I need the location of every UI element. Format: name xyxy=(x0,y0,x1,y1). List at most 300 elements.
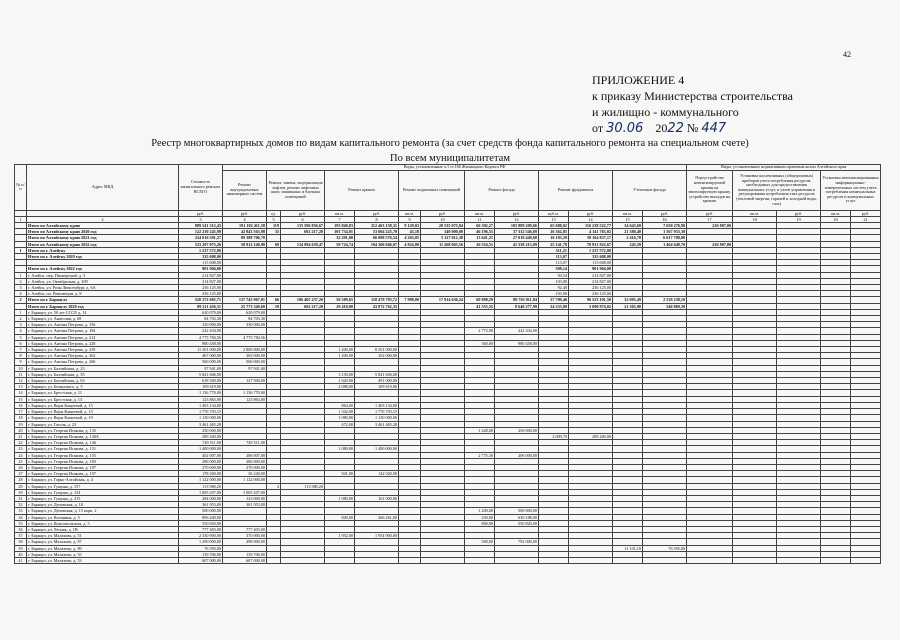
column-number: 20 xyxy=(821,216,851,222)
row-address: г. Барнаул, ул. Горно-Алтайская, д. 4 xyxy=(27,477,179,483)
row-value: 1 620,00 xyxy=(325,378,355,384)
row-value: 8 640 277,99 xyxy=(495,303,539,309)
row-index: 19 xyxy=(15,421,27,427)
row-address: г. Барнаул, ул. Гущина, д. 215 xyxy=(27,495,179,501)
row-value: 1 237 572,00 xyxy=(179,247,223,253)
unit-label: руб. xyxy=(281,210,325,216)
row-value: 4 775 784,56 xyxy=(179,334,223,340)
row-value: 2 800 000,00 xyxy=(223,347,267,353)
row-address: Итого по г. Барнаулу xyxy=(27,297,179,303)
row-value: 236 125,00 xyxy=(179,291,223,297)
row-value: 266 261,00 xyxy=(355,514,399,520)
row-index: 13 xyxy=(15,384,27,390)
row-value: 286 000,00 xyxy=(179,458,223,464)
document-subtitle: По всем муниципалитетам xyxy=(390,153,510,164)
row-index: 32 xyxy=(15,502,27,508)
row-value: 119 xyxy=(267,223,281,229)
row-value: 113 608,00 xyxy=(179,260,223,266)
row-index: 20 xyxy=(15,427,27,433)
row-value: 39 164 837,17 xyxy=(569,235,613,241)
appendix-line-3: и жилищно - коммунального xyxy=(592,105,739,119)
row-value: 360,00 xyxy=(465,340,495,346)
row-index: 5 xyxy=(15,334,27,340)
row-address: г. Барнаул, ул. Малахова, д. 87 xyxy=(27,539,179,545)
row-value: 4 824,00 xyxy=(399,241,421,247)
row-value: 226 807,00 xyxy=(687,223,733,229)
row-index: 21 xyxy=(15,433,27,439)
row-value: 864,00 xyxy=(325,402,355,408)
column-number: 13 xyxy=(539,216,569,222)
row-value: 41 555,55 xyxy=(465,303,495,309)
row-index: 1 xyxy=(15,247,27,253)
row-value: 1 130 000,00 xyxy=(355,415,399,421)
row-value: 35 xyxy=(267,229,281,235)
row-value: 286 000,00 xyxy=(223,458,267,464)
row-index: 16 xyxy=(15,402,27,408)
row-value: 27 018 449,68 xyxy=(495,235,539,241)
header-insulation: Утепление фасада xyxy=(613,170,687,210)
row-value: 2 009,70 xyxy=(539,433,569,439)
row-address: г. Барнаул, ул. Антона Петрова, д. 228 xyxy=(27,340,179,346)
row-address: г. Барнаул, ул. Георгия Исакова, д. 140А xyxy=(27,433,179,439)
row-index: 25 xyxy=(15,458,27,464)
row-index: 3 xyxy=(15,322,27,328)
row-value: 7 650 276,90 xyxy=(643,223,687,229)
row-value: 20 535 075,84 xyxy=(421,223,465,229)
row-address: г. Барнаул, ул. Балтийская, д. 55 xyxy=(27,371,179,377)
order-year-prefix: 20 xyxy=(655,121,668,135)
column-number: 10 xyxy=(421,216,465,222)
row-value: 66 098 576,54 xyxy=(355,235,399,241)
row-value: 37 332 546,69 xyxy=(495,229,539,235)
row-value: 26 554,51 xyxy=(465,241,495,247)
row-address: г. Алейск, ул. Октябрьская, д. 209 xyxy=(27,278,179,284)
header-engineering: Ремонт внутридомовых инженерных систем xyxy=(223,170,267,210)
row-value: 901 904,00 xyxy=(569,266,613,272)
row-address: г. Барнаул, ул. Георгия Исакова, д. 187 xyxy=(27,464,179,470)
row-value: 1 005 207,00 xyxy=(223,489,267,495)
row-value: 105 889 209,66 xyxy=(495,223,539,229)
row-value xyxy=(399,557,421,563)
row-address: г. Барнаул, ул. Георгия Исакова, д. 151 xyxy=(27,446,179,452)
row-value: 1 342,00 xyxy=(325,409,355,415)
row-value: 137 743 967,01 xyxy=(223,297,267,303)
row-value xyxy=(821,557,851,563)
row-index: 4 xyxy=(15,291,27,297)
row-address: г. Барнаул, ул. Малахова, д. 53 xyxy=(27,557,179,563)
column-number: 16 xyxy=(643,216,687,222)
row-value: 1 130 000,00 xyxy=(179,415,223,421)
row-value: 11 101,10 xyxy=(613,545,643,551)
header-roof-rebuild: Переустройство невентилируемой крыши на вентилируемую крышу, устройство выходов на кровлю xyxy=(687,170,733,210)
row-value xyxy=(613,557,643,563)
row-value: 13 641,21 xyxy=(465,235,495,241)
row-value xyxy=(777,557,821,563)
header-foundation: Ремонт фундамента xyxy=(539,170,613,210)
row-index: 41 xyxy=(15,557,27,563)
column-number: 21 xyxy=(851,216,881,222)
row-address: г. Барнаул, ул. Анатолия, д. 68 xyxy=(27,316,179,322)
row-address: г. Барнаул, ул. Малахова, д. 89 xyxy=(27,545,179,551)
row-value: 1 200,00 xyxy=(325,347,355,353)
row-index: 15 xyxy=(15,396,27,402)
row-value: 109 619,00 xyxy=(179,384,223,390)
row-value: 2 088,00 xyxy=(325,384,355,390)
row-value: 4 775 784,56 xyxy=(223,334,267,340)
row-value: 467 000,00 xyxy=(179,353,223,359)
column-number: 3 xyxy=(179,216,223,222)
row-index: 34 xyxy=(15,514,27,520)
row-value: 2 539 238,10 xyxy=(643,297,687,303)
row-value: 361 953,00 xyxy=(223,502,267,508)
row-value: 1 400 000,00 xyxy=(179,446,223,452)
column-number: 14 xyxy=(569,216,613,222)
row-value xyxy=(733,557,777,563)
appendix-title: ПРИЛОЖЕНИЕ 4 xyxy=(592,73,685,87)
row-value: 103,00 xyxy=(539,278,569,284)
column-number: 17 xyxy=(687,216,733,222)
row-value: 96 523 101,50 xyxy=(569,297,613,303)
header-total-cost: Стоимость капитального ремонта ВСЕГО xyxy=(179,165,223,211)
column-number: 18 xyxy=(733,216,777,222)
row-value: 546 869,30 xyxy=(643,303,687,309)
row-index: 22 xyxy=(15,440,27,446)
unit-label: руб. xyxy=(851,210,881,216)
row-value xyxy=(281,557,325,563)
row-address: г. Барнаул, ул. Веры Кащеевой, д. 15 xyxy=(27,409,179,415)
row-value: 242 434,00 xyxy=(495,328,539,334)
row-index: 6 xyxy=(15,340,27,346)
row-value: 116 238 522,77 xyxy=(569,223,613,229)
row-value xyxy=(495,557,539,563)
row-value: 1 954 900,00 xyxy=(355,533,399,539)
row-value: 1 403 134,00 xyxy=(355,402,399,408)
row-value: 602 217,20 xyxy=(281,229,325,235)
row-index: 30 xyxy=(15,489,27,495)
row-value: 620 079,00 xyxy=(223,309,267,315)
row-value: 4 xyxy=(267,483,281,489)
column-number: 15 xyxy=(613,216,643,222)
row-value: 236 125,00 xyxy=(569,291,613,297)
row-address: Итого по Алтайскому краю 2022 год xyxy=(27,241,179,247)
row-address: г. Барнаул, ул. Гущина, д. 154 xyxy=(27,489,179,495)
row-value: 5 127 012,38 xyxy=(421,235,465,241)
row-value: 498 000,00 xyxy=(223,539,267,545)
row-value: 1 122 000,00 xyxy=(223,477,267,483)
column-number: 9 xyxy=(399,216,421,222)
row-value: 59 724,74 xyxy=(325,241,355,247)
row-value: 398,14 xyxy=(539,266,569,272)
row-address: г. Барнаул, ул. Георгия Исакова, д. 183 xyxy=(27,458,179,464)
row-address: Итого по Алтайскому краю 2021 год xyxy=(27,235,179,241)
row-value: 24 333,80 xyxy=(539,303,569,309)
row-value: 370 000,00 xyxy=(223,533,267,539)
row-value: 134 994 639,47 xyxy=(281,241,325,247)
header-meters: Установка коллективных (общедомовых) приборов учета потребления ресурсов, необходимых для предоставления коммунальных услуг, и узлов управления и регулирования потребления этих ресурсов (тепловой энергии, горячей и холодной воды, газа) xyxy=(733,170,821,210)
row-index: 35 xyxy=(15,520,27,526)
row-value: 214 827,00 xyxy=(179,278,223,284)
row-address: г. Барнаул, ул. Георгия Исакова, д. 135 xyxy=(27,427,179,433)
row-value xyxy=(267,557,281,563)
row-address: г. Барнаул, ул. Брестская, д. 11 xyxy=(27,390,179,396)
row-value: 840,00 xyxy=(325,514,355,520)
row-value: 560 000,00 xyxy=(223,359,267,365)
row-value: 94,54 xyxy=(539,272,569,278)
row-address: г. Барнаул, ул. Георгия Исакова, д. 146 xyxy=(27,440,179,446)
row-value: 560 000,00 xyxy=(179,359,223,365)
row-value: 896 449,00 xyxy=(179,514,223,520)
row-address: Итого по г. Алейску 2022 год xyxy=(27,266,179,272)
row-value xyxy=(539,557,569,563)
row-address: г. Барнаул, ул. Веры Кащеевой, д. 19 xyxy=(27,415,179,421)
column-number: 12 xyxy=(495,216,539,222)
row-value: 618 500,00 xyxy=(179,378,223,384)
row-address: г. Барнаул, ул. Балтийская, д. 23 xyxy=(27,365,179,371)
row-value: 270 000,00 xyxy=(179,464,223,470)
row-index: 2 xyxy=(15,278,27,284)
row-value: 1 290 000,00 xyxy=(179,539,223,545)
row-index: 37 xyxy=(15,533,27,539)
row-address: г. Барнаул, ул. Антона Петрова, д. 239 xyxy=(27,347,179,353)
row-value: 26 362,85 xyxy=(539,229,569,235)
row-address: г. Барнаул, ул. Малахова, д. 55 xyxy=(27,551,179,557)
row-value: 1 136 770,00 xyxy=(179,390,223,396)
row-value: 89 211 456,31 xyxy=(179,303,223,309)
row-value: 53 604 225,70 xyxy=(355,229,399,235)
row-value: 97 941,00 xyxy=(179,365,223,371)
row-index: 1 xyxy=(15,309,27,315)
column-number: 6 xyxy=(281,216,325,222)
row-value: 113 980,20 xyxy=(179,483,223,489)
row-value xyxy=(325,557,355,563)
row-value: 113 608,00 xyxy=(569,260,613,266)
row-value: 123 000,00 xyxy=(223,495,267,501)
column-number: 8 xyxy=(355,216,399,222)
row-value: 5 841 606,00 xyxy=(179,371,223,377)
row-value: 25 773 349,60 xyxy=(223,303,267,309)
row-value: 1 080,00 xyxy=(325,415,355,421)
row-value: 42 843 563,98 xyxy=(223,229,267,235)
row-value: 92,40 xyxy=(539,285,569,291)
row-value: 84 703,30 xyxy=(223,316,267,322)
row-value: 250 000,00 xyxy=(495,427,539,433)
row-value: 630 188,00 xyxy=(495,514,539,520)
row-value: 191 102 411,58 xyxy=(223,223,267,229)
row-value: 9 129,03 xyxy=(399,223,421,229)
row-value: 36 240,00 xyxy=(223,471,267,477)
row-value: 97 941,00 xyxy=(223,365,267,371)
row-value: 365 000,00 xyxy=(223,353,267,359)
row-index: 2 xyxy=(15,316,27,322)
row-value: 102 000,00 xyxy=(355,353,399,359)
unit-label: руб. xyxy=(179,210,223,216)
row-index: 28 xyxy=(15,477,27,483)
header-address: Адрес МКД xyxy=(27,165,179,211)
row-index: 18 xyxy=(15,415,27,421)
row-value: 3 150,00 xyxy=(325,371,355,377)
row-value: 620 079,00 xyxy=(179,309,223,315)
row-value: 1 400 000,00 xyxy=(355,446,399,452)
row-value: 161 000,00 xyxy=(355,495,399,501)
row-value: 1 403 134,00 xyxy=(179,402,223,408)
page-number: 42 xyxy=(843,50,851,59)
row-value: 16 183,29 xyxy=(539,235,569,241)
row-value: 56 589,65 xyxy=(325,297,355,303)
row-address: Итого по г. Алейску xyxy=(27,247,179,253)
row-value xyxy=(643,557,687,563)
row-value: 140 000,00 xyxy=(421,229,465,235)
column-number: 19 xyxy=(777,216,821,222)
row-value: 607 000,00 xyxy=(223,557,267,563)
unit-label: руб. xyxy=(569,210,613,216)
row-address: Итого по Алтайскому краю 2020 год xyxy=(27,229,179,235)
row-value: 236 125,00 xyxy=(569,285,613,291)
row-value xyxy=(569,557,613,563)
row-address: г. Барнаул, ул. Малахова, д. 51 xyxy=(27,533,179,539)
row-value: 76 595,00 xyxy=(643,545,687,551)
row-value: 3 461 465,28 xyxy=(179,421,223,427)
row-index: 24 xyxy=(15,452,27,458)
row-address: г. Барнаул, ул. Антона Петрова, д. 266 xyxy=(27,359,179,365)
row-value: 941,00 xyxy=(325,471,355,477)
row-value: 58 912 140,90 xyxy=(223,241,267,247)
row-index: 40 xyxy=(15,551,27,557)
row-value: 60 898,29 xyxy=(465,297,495,303)
row-value: 5 841 606,00 xyxy=(355,371,399,377)
row-value: 8 501 000,00 xyxy=(355,347,399,353)
row-value: 7 998,00 xyxy=(399,297,421,303)
row-value: 284 000,00 xyxy=(179,495,223,501)
row-value: 66 xyxy=(267,297,281,303)
row-value: 3 461 465,28 xyxy=(355,421,399,427)
row-value: 11 301 000,00 xyxy=(179,347,223,353)
unit-label: ед. xyxy=(267,210,281,216)
row-value: 142 020,00 xyxy=(355,471,399,477)
row-value: 29 410,00 xyxy=(325,303,355,309)
row-value: 672,00 xyxy=(325,421,355,427)
column-number: 1 xyxy=(15,216,27,222)
row-value: 234 016 591,27 xyxy=(179,235,223,241)
header-group-rf: Виды, установленные ч.1 ст.166 Жилищного Кодекса РФ xyxy=(223,165,687,171)
row-index: 8 xyxy=(15,353,27,359)
row-address: г. Барнаул, ул. Белинского, д. 5 xyxy=(27,384,179,390)
row-value: 1 776 703,15 xyxy=(355,409,399,415)
row-value: 402 007,00 xyxy=(179,452,223,458)
row-address: г. Барнаул, ул. Антона Петрова, д. 156 xyxy=(27,322,179,328)
row-value: 139 706,00 xyxy=(223,551,267,557)
row-value: 76 595,00 xyxy=(179,545,223,551)
row-value: 32 291,00 xyxy=(325,235,355,241)
row-value: 286 007,00 xyxy=(223,452,267,458)
row-value: 607 000,00 xyxy=(179,557,223,563)
order-date: 30.06 xyxy=(606,121,644,136)
row-value: 11 268 063,56 xyxy=(421,241,465,247)
document-title: Реестр многоквартирных домов по видам капитального ремонта (за счет средств фонда капитального ремонта на специальном счете) xyxy=(151,138,749,149)
row-index: 23 xyxy=(15,446,27,452)
row-index: 33 xyxy=(15,508,27,514)
row-index: 4 xyxy=(15,328,27,334)
row-address: г. Барнаул, ул. Георгия Исакова, д. 155 xyxy=(27,452,179,458)
row-address: г. Алейск, ул. Розы Люксембург, д. 6А xyxy=(27,285,179,291)
unit-label: кв.м. xyxy=(325,210,355,216)
order-prefix: от xyxy=(592,121,604,135)
row-value: 214 827,00 xyxy=(569,278,613,284)
row-value: 1 200,00 xyxy=(325,353,355,359)
row-value: 550 820,00 xyxy=(179,520,223,526)
row-value: 270 000,00 xyxy=(223,464,267,470)
row-value xyxy=(687,557,733,563)
row-value: 88 765 911,84 xyxy=(495,297,539,303)
row-address: г. Алейск, пл. Революции, д. 8 xyxy=(27,291,179,297)
row-value: 89 388 706,70 xyxy=(223,235,267,241)
row-index: 1 xyxy=(15,272,27,278)
row-value: 70 931 922,67 xyxy=(569,241,613,247)
row-value: 250,00 xyxy=(465,514,495,520)
table-body xyxy=(15,223,881,564)
row-value: 520 372 685,71 xyxy=(179,297,223,303)
row-value: 106 405 237,20 xyxy=(281,297,325,303)
row-index: 39 xyxy=(15,545,27,551)
unit-label: руб. xyxy=(421,210,465,216)
row-address: г. Барнаул, ул. 50 лет СССР, д. 14 xyxy=(27,309,179,315)
header-facade: Ремонт фасада xyxy=(465,170,539,210)
row-index: 9 xyxy=(15,359,27,365)
row-value: 330 000,00 xyxy=(223,322,267,328)
row-index: 27 xyxy=(15,471,27,477)
column-number: 11 xyxy=(465,216,495,222)
row-value: 749 511,00 xyxy=(179,440,223,446)
row-value: 491 000,00 xyxy=(355,378,399,384)
appendix-line-2: к приказу Министерства строительства xyxy=(592,89,793,103)
row-value: 602 217,20 xyxy=(281,303,325,309)
row-value: 533 297 075,26 xyxy=(179,241,223,247)
row-value: 2 775,30 xyxy=(465,452,495,458)
row-value: 226 807,00 xyxy=(687,241,733,247)
row-value xyxy=(421,557,465,563)
row-value: 500,00 xyxy=(465,539,495,545)
header-elevators: Ремонт, замена, модернизация лифтов, ремонт лифтовых шахт, машинных и блочных помещений xyxy=(267,170,325,210)
row-value: 500 000,00 xyxy=(179,508,223,514)
row-value: 250 000,00 xyxy=(179,427,223,433)
row-value: 1 428,00 xyxy=(465,427,495,433)
row-value: 193 840,83 xyxy=(325,223,355,229)
row-value: 511,21 xyxy=(539,247,569,253)
row-value: 25 141,78 xyxy=(539,241,569,247)
row-value: 57 709,46 xyxy=(539,297,569,303)
row-value: 4 141 763,02 xyxy=(569,229,613,235)
unit-label: руб. xyxy=(355,210,399,216)
row-value: 1 005 207,00 xyxy=(179,489,223,495)
row-value: 135 596 856,67 xyxy=(281,223,325,229)
row-value: 178 260,00 xyxy=(179,471,223,477)
row-value: 777 403,00 xyxy=(179,526,223,532)
row-value: 800,00 xyxy=(465,520,495,526)
column-number: 4 xyxy=(223,216,267,222)
row-index: 2 xyxy=(15,297,27,303)
row-value: 21 580,40 xyxy=(613,229,643,235)
row-value: 980 458,00 xyxy=(179,340,223,346)
row-value: 1 080,00 xyxy=(325,495,355,501)
row-value: 139 706,00 xyxy=(179,551,223,557)
row-index: 14 xyxy=(15,390,27,396)
row-address: г. Барнаул, ул. Гущина, д. 157 xyxy=(27,483,179,489)
row-value: 2 772,00 xyxy=(465,328,495,334)
row-value: 43,18 xyxy=(399,229,421,235)
row-value: 1 567 933,30 xyxy=(643,229,687,235)
row-value: 335 608,00 xyxy=(569,254,613,260)
row-address: г. Барнаул, ул. Комсомольская, д. 5 xyxy=(27,520,179,526)
row-value: 69 xyxy=(267,241,281,247)
